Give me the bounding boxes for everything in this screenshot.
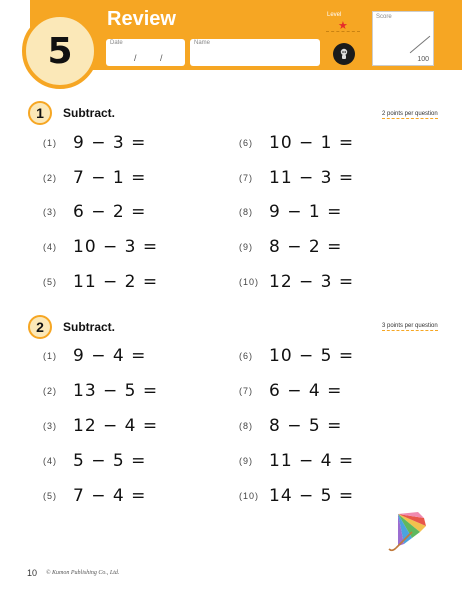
score-label: Score xyxy=(376,14,392,20)
problem-number: (10) xyxy=(239,491,260,501)
page-header xyxy=(0,0,462,90)
problem-2-10 xyxy=(239,486,354,506)
problem-number: (2) xyxy=(43,173,57,183)
problem-number: (2) xyxy=(43,386,57,396)
section-1-points: 2 points per question xyxy=(382,111,438,117)
problem-1-3 xyxy=(43,202,146,222)
problem-expression: 6 − 4 = xyxy=(269,381,343,401)
problem-2-9 xyxy=(239,451,354,471)
problem-1-6 xyxy=(239,133,354,153)
date-field[interactable] xyxy=(106,39,185,66)
section-1-badge: 1 xyxy=(28,101,52,125)
section-2-badge: 2 xyxy=(28,315,52,339)
name-field[interactable] xyxy=(190,39,320,66)
problem-1-10 xyxy=(239,272,354,292)
problem-number: (1) xyxy=(43,351,57,361)
unit-number: 5 xyxy=(22,13,98,89)
problem-expression: 11 − 3 = xyxy=(269,168,355,188)
section-2-points: 3 points per question xyxy=(382,323,438,329)
problem-expression: 10 − 5 = xyxy=(269,346,355,366)
problem-expression: 8 − 2 = xyxy=(269,237,343,257)
problem-expression: 12 − 4 = xyxy=(73,416,159,436)
problem-number: (4) xyxy=(43,456,57,466)
copyright: © Kumon Publishing Co., Ltd. xyxy=(46,570,120,576)
umbrella-icon xyxy=(384,508,430,554)
problem-number: (8) xyxy=(239,207,253,217)
level-icon xyxy=(333,43,355,65)
problem-number: (9) xyxy=(239,456,253,466)
page-number: 10 xyxy=(27,568,38,578)
problem-number: (1) xyxy=(43,138,57,148)
problem-expression: 7 − 1 = xyxy=(73,168,147,188)
problem-expression: 11 − 4 = xyxy=(269,451,355,471)
problem-number: (5) xyxy=(43,491,57,501)
problem-expression: 10 − 3 = xyxy=(73,237,159,257)
date-separator: / xyxy=(160,53,163,63)
problem-1-5 xyxy=(43,272,158,292)
problem-expression: 11 − 2 = xyxy=(73,272,159,292)
problem-expression: 6 − 2 = xyxy=(73,202,147,222)
date-separator: / xyxy=(134,53,137,63)
problem-2-8 xyxy=(239,416,342,436)
problem-number: (3) xyxy=(43,207,57,217)
page-title: Review xyxy=(107,8,176,30)
problem-number: (7) xyxy=(239,173,253,183)
problem-expression: 5 − 5 = xyxy=(73,451,147,471)
problem-expression: 13 − 5 = xyxy=(73,381,159,401)
level-divider xyxy=(326,31,360,32)
problem-1-8 xyxy=(239,202,342,222)
problem-expression: 9 − 3 = xyxy=(73,133,147,153)
problem-2-4 xyxy=(43,451,146,471)
problem-number: (7) xyxy=(239,386,253,396)
problem-1-2 xyxy=(43,168,146,188)
section-1-title: Subtract. xyxy=(63,106,116,120)
problem-expression: 10 − 1 = xyxy=(269,133,355,153)
problem-number: (4) xyxy=(43,242,57,252)
problem-2-1 xyxy=(43,346,146,366)
name-label: Name xyxy=(194,40,211,46)
problem-2-7 xyxy=(239,381,342,401)
problem-expression: 7 − 4 = xyxy=(73,486,147,506)
problem-1-7 xyxy=(239,168,354,188)
problem-number: (8) xyxy=(239,421,253,431)
level-label: Level xyxy=(327,12,342,18)
score-divider xyxy=(410,36,431,53)
score-box[interactable] xyxy=(372,11,434,66)
problem-2-2 xyxy=(43,381,158,401)
problem-expression: 12 − 3 = xyxy=(269,272,355,292)
problem-2-6 xyxy=(239,346,354,366)
problem-2-3 xyxy=(43,416,158,436)
problem-number: (6) xyxy=(239,138,253,148)
date-label: Date xyxy=(110,40,123,46)
problem-number: (9) xyxy=(239,242,253,252)
problem-expression: 9 − 4 = xyxy=(73,346,147,366)
problem-expression: 14 − 5 = xyxy=(269,486,355,506)
problem-1-9 xyxy=(239,237,342,257)
problem-expression: 8 − 5 = xyxy=(269,416,343,436)
problem-1-1 xyxy=(43,133,146,153)
problem-number: (10) xyxy=(239,277,260,287)
score-max: 100 xyxy=(417,56,429,63)
problem-number: (3) xyxy=(43,421,57,431)
section-2-title: Subtract. xyxy=(63,320,116,334)
problem-expression: 9 − 1 = xyxy=(269,202,343,222)
problem-2-5 xyxy=(43,486,146,506)
problem-1-4 xyxy=(43,237,158,257)
problem-number: (5) xyxy=(43,277,57,287)
star-icon: ★ xyxy=(338,20,348,32)
problem-number: (6) xyxy=(239,351,253,361)
